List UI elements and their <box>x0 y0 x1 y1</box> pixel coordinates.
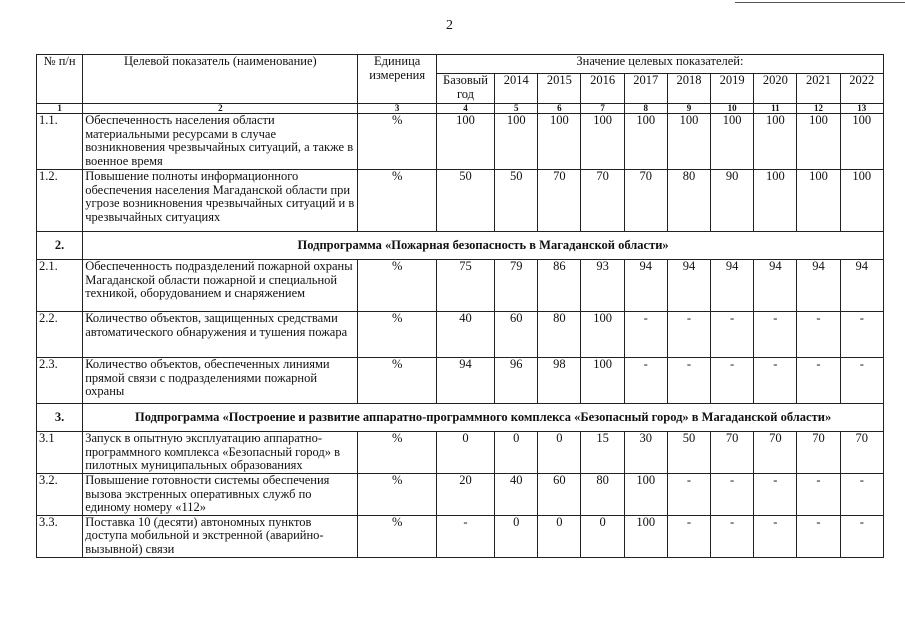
column-number: 7 <box>581 104 624 114</box>
value-cell: 100 <box>711 114 754 170</box>
unit-cell: % <box>358 114 436 170</box>
indicator-name: Повышение полноты информационного обеспечения населения Магаданской области при угрозе возникновения чрезвычайных ситуаций и в чрезвычайных ситуациях <box>83 170 358 232</box>
year-header: 2017 <box>624 74 667 104</box>
column-number: 11 <box>754 104 797 114</box>
value-cell: 93 <box>581 260 624 312</box>
value-cell: 100 <box>667 114 710 170</box>
value-cell: 50 <box>495 170 538 232</box>
unit-col-header: Единица измерения <box>358 55 436 104</box>
value-cell: - <box>797 515 840 557</box>
value-cell: - <box>667 515 710 557</box>
table-row <box>37 260 884 312</box>
value-cell: 94 <box>711 260 754 312</box>
value-cell: 80 <box>581 474 624 516</box>
value-cell: - <box>754 515 797 557</box>
column-number: 3 <box>358 104 436 114</box>
value-cell: 15 <box>581 432 624 474</box>
value-cell: 70 <box>754 432 797 474</box>
indicator-name: Количество объектов, защищенных средствами автоматического обнаружения и тушения пожара <box>83 312 358 358</box>
unit-cell: % <box>358 515 436 557</box>
value-cell: - <box>624 312 667 358</box>
value-cell: - <box>667 312 710 358</box>
table-row <box>37 474 884 516</box>
value-cell: 100 <box>538 114 581 170</box>
table-row <box>37 358 884 404</box>
value-cell: 70 <box>624 170 667 232</box>
header-row-1 <box>37 55 884 74</box>
value-cell: 80 <box>667 170 710 232</box>
value-cell: 40 <box>495 474 538 516</box>
table-row <box>37 170 884 232</box>
value-cell: 50 <box>667 432 710 474</box>
year-header: 2014 <box>495 74 538 104</box>
value-cell: - <box>711 474 754 516</box>
value-cell: 86 <box>538 260 581 312</box>
value-cell: 70 <box>797 432 840 474</box>
value-cell: - <box>754 312 797 358</box>
column-number: 6 <box>538 104 581 114</box>
row-index: 2.3. <box>37 358 83 404</box>
value-cell: 0 <box>495 515 538 557</box>
indicator-name: Повышение готовности системы обеспечения вызова экстренных оперативных служб по единому номеру «112» <box>83 474 358 516</box>
column-number: 5 <box>495 104 538 114</box>
value-cell: 40 <box>436 312 494 358</box>
column-number: 4 <box>436 104 494 114</box>
unit-cell: % <box>358 260 436 312</box>
value-cell: 75 <box>436 260 494 312</box>
section-row <box>37 232 884 260</box>
value-cell: 94 <box>840 260 883 312</box>
column-number: 8 <box>624 104 667 114</box>
value-cell: 94 <box>436 358 494 404</box>
column-number: 1 <box>37 104 83 114</box>
row-index: 2.2. <box>37 312 83 358</box>
column-number: 2 <box>83 104 358 114</box>
value-cell: 0 <box>436 432 494 474</box>
value-cell: 100 <box>581 312 624 358</box>
value-cell: - <box>711 358 754 404</box>
value-cell: 100 <box>840 170 883 232</box>
value-cell: 94 <box>754 260 797 312</box>
row-index: 1.2. <box>37 170 83 232</box>
value-cell: - <box>840 515 883 557</box>
column-numbers-row <box>37 104 884 114</box>
value-cell: 60 <box>538 474 581 516</box>
value-cell: - <box>624 358 667 404</box>
value-cell: 100 <box>581 358 624 404</box>
value-cell: 96 <box>495 358 538 404</box>
value-cell: - <box>436 515 494 557</box>
column-number: 10 <box>711 104 754 114</box>
column-number: 13 <box>840 104 883 114</box>
table-row <box>37 114 884 170</box>
page-number: 2 <box>446 18 453 33</box>
indicators-table <box>36 54 884 558</box>
value-cell: 60 <box>495 312 538 358</box>
value-cell: 70 <box>711 432 754 474</box>
value-cell: 100 <box>840 114 883 170</box>
value-cell: - <box>840 312 883 358</box>
year-header: 2015 <box>538 74 581 104</box>
value-cell: - <box>840 474 883 516</box>
unit-cell: % <box>358 474 436 516</box>
section-index: 2. <box>37 232 83 260</box>
table-row <box>37 432 884 474</box>
value-cell: 100 <box>624 474 667 516</box>
value-cell: 94 <box>667 260 710 312</box>
value-cell: - <box>797 312 840 358</box>
unit-cell: % <box>358 358 436 404</box>
value-cell: 100 <box>754 170 797 232</box>
unit-cell: % <box>358 170 436 232</box>
year-header: 2020 <box>754 74 797 104</box>
section-title: Подпрограмма «Пожарная безопасность в Магаданской области» <box>83 232 884 260</box>
value-cell: 70 <box>538 170 581 232</box>
value-cell: 100 <box>624 114 667 170</box>
value-cell: - <box>797 358 840 404</box>
year-header: 2022 <box>840 74 883 104</box>
year-header: 2021 <box>797 74 840 104</box>
indicator-name: Поставка 10 (десяти) автономных пунктов доступа мобильной и экстренной (аварийно-вызывной) связи <box>83 515 358 557</box>
value-cell: 79 <box>495 260 538 312</box>
value-cell: - <box>754 358 797 404</box>
indicator-col-header: Целевой показатель (наименование) <box>83 55 358 104</box>
value-cell: 100 <box>624 515 667 557</box>
table-row <box>37 515 884 557</box>
unit-cell: % <box>358 432 436 474</box>
num-col-header: № п/н <box>37 55 83 104</box>
row-index: 2.1. <box>37 260 83 312</box>
row-index: 3.1 <box>37 432 83 474</box>
column-number: 9 <box>667 104 710 114</box>
indicator-name: Запуск в опытную эксплуатацию аппаратно-программного комплекса «Безопасный город» в пилотных муниципальных образованиях <box>83 432 358 474</box>
indicator-name: Обеспеченность подразделений пожарной охраны Магаданской области пожарной и специальной техникой, оборудованием и снаряжением <box>83 260 358 312</box>
value-cell: 100 <box>797 114 840 170</box>
table-row <box>37 312 884 358</box>
column-number: 12 <box>797 104 840 114</box>
value-cell: 50 <box>436 170 494 232</box>
value-cell: 70 <box>840 432 883 474</box>
row-index: 3.2. <box>37 474 83 516</box>
value-cell: 94 <box>624 260 667 312</box>
value-cell: 100 <box>797 170 840 232</box>
section-index: 3. <box>37 404 83 432</box>
value-cell: - <box>840 358 883 404</box>
value-cell: 0 <box>538 515 581 557</box>
value-cell: - <box>711 312 754 358</box>
value-cell: - <box>667 358 710 404</box>
year-header: 2018 <box>667 74 710 104</box>
value-cell: 100 <box>495 114 538 170</box>
value-cell: 98 <box>538 358 581 404</box>
value-cell: 100 <box>754 114 797 170</box>
value-cell: 0 <box>538 432 581 474</box>
value-cell: 30 <box>624 432 667 474</box>
value-cell: - <box>667 474 710 516</box>
indicator-name: Обеспеченность населения области материальными ресурсами в случае возникновения чрезвычайных ситуаций, а также в военное время <box>83 114 358 170</box>
value-cell: - <box>711 515 754 557</box>
value-cell: 20 <box>436 474 494 516</box>
value-cell: 80 <box>538 312 581 358</box>
value-cell: 70 <box>581 170 624 232</box>
value-cell: - <box>754 474 797 516</box>
value-cell: 100 <box>436 114 494 170</box>
top-rule <box>735 2 905 3</box>
values-group-header: Значение целевых показателей: <box>436 55 883 74</box>
table-body <box>37 104 884 558</box>
row-index: 1.1. <box>37 114 83 170</box>
section-title: Подпрограмма «Построение и развитие аппаратно-программного комплекса «Безопасный город» в Магаданской области» <box>83 404 884 432</box>
value-cell: 90 <box>711 170 754 232</box>
year-header: 2016 <box>581 74 624 104</box>
value-cell: 100 <box>581 114 624 170</box>
unit-cell: % <box>358 312 436 358</box>
value-cell: 0 <box>581 515 624 557</box>
year-header: 2019 <box>711 74 754 104</box>
section-row <box>37 404 884 432</box>
value-cell: - <box>797 474 840 516</box>
value-cell: 94 <box>797 260 840 312</box>
row-index: 3.3. <box>37 515 83 557</box>
base-year-header: Базовый год <box>436 74 494 104</box>
indicator-name: Количество объектов, обеспеченных линиями прямой связи с подразделениями пожарной охраны <box>83 358 358 404</box>
value-cell: 0 <box>495 432 538 474</box>
